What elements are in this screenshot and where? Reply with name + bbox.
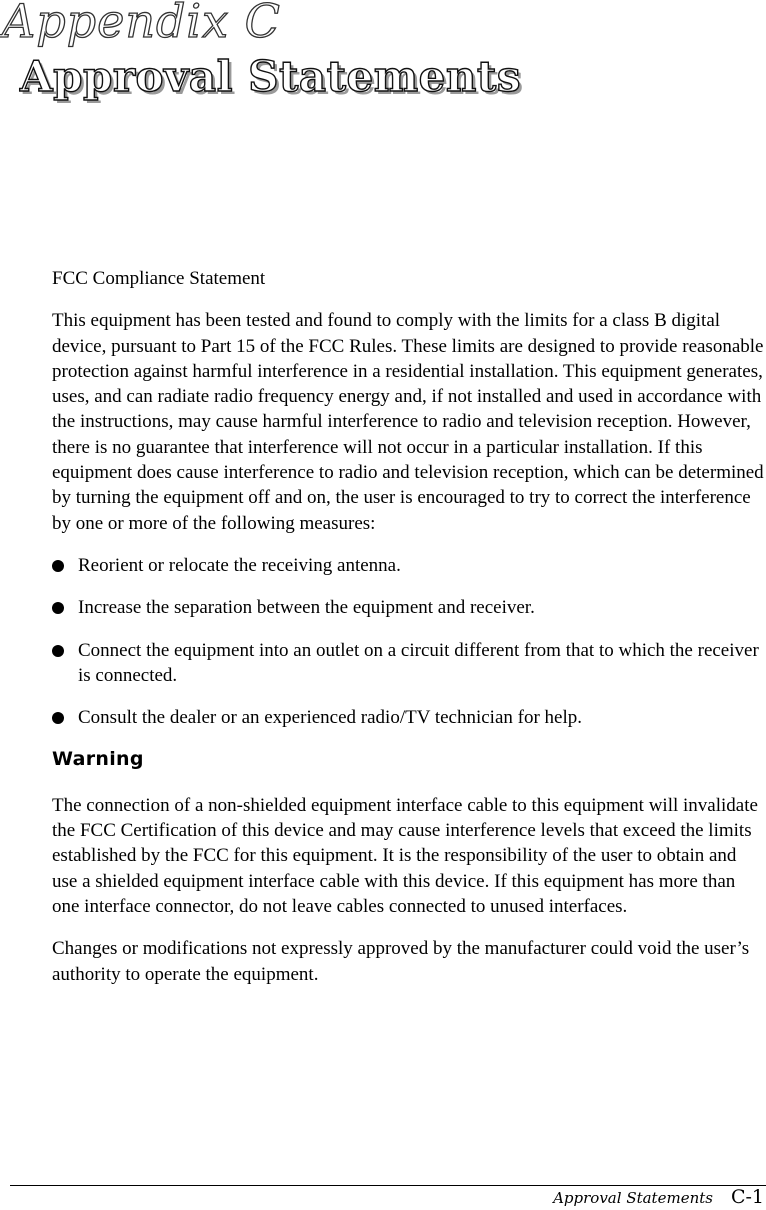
- measure-text: Increase the separation between the equipment and receiver.: [78, 597, 535, 619]
- page-number: C-1: [730, 1186, 764, 1208]
- bullet-icon: [52, 645, 64, 657]
- bullet-icon: [52, 602, 64, 614]
- list-item: [52, 553, 764, 578]
- page-footer: [553, 1186, 764, 1208]
- list-item: [52, 595, 764, 620]
- fcc-heading: FCC Compliance Statement: [52, 268, 266, 289]
- warning-paragraph: The connection of a non-shielded equipment interface cable to this equipment will invalidate the FCC Certification of this device and may cause interference levels that exceed the limits established by the FCC for this equipment. It is the responsibility of the user to obtain and use a shielded equipment interface cable with this device. If this equipment has more than one interface connector, do not leave cables connected to unused interfaces.: [52, 794, 758, 917]
- measures-list: [52, 553, 764, 730]
- page-title: Approval Statements: [20, 52, 521, 101]
- measure-text: Connect the equipment into an outlet on a circuit different from that to which the receiver is connected.: [78, 639, 759, 686]
- list-item: [52, 638, 764, 689]
- appendix-label: Appendix C: [2, 0, 281, 48]
- measure-text: Consult the dealer or an experienced radio/TV technician for help.: [78, 707, 583, 729]
- fcc-intro-paragraph: This equipment has been tested and found to comply with the limits for a class B digital device, pursuant to Part 15 of the FCC Rules. These limits are designed to provide reasonable protection against harmful interference in a residential installation. This equipment generates, uses, and can radiate radio frequency energy and, if not installed and used in accordance with the instructions, may cause harmful interference to radio and television reception. However, there is no guarantee that interference will not occur in a particular installation. If this equipment does cause interference to radio and television reception, which can be determined by turning the equipment off and on, the user is encouraged to try to correct the interference by one or more of the following measures:: [52, 310, 764, 534]
- bullet-icon: [52, 712, 64, 724]
- list-item: [52, 705, 764, 730]
- bullet-icon: [52, 560, 64, 572]
- footer-section-title: Approval Statements: [553, 1189, 713, 1207]
- measure-text: Reorient or relocate the receiving antenna.: [78, 554, 401, 576]
- page-content: [52, 266, 764, 1004]
- modifications-paragraph: Changes or modifications not expressly approved by the manufacturer could void the user’s authority to operate the equipment.: [52, 938, 750, 985]
- warning-heading: Warning: [52, 748, 144, 771]
